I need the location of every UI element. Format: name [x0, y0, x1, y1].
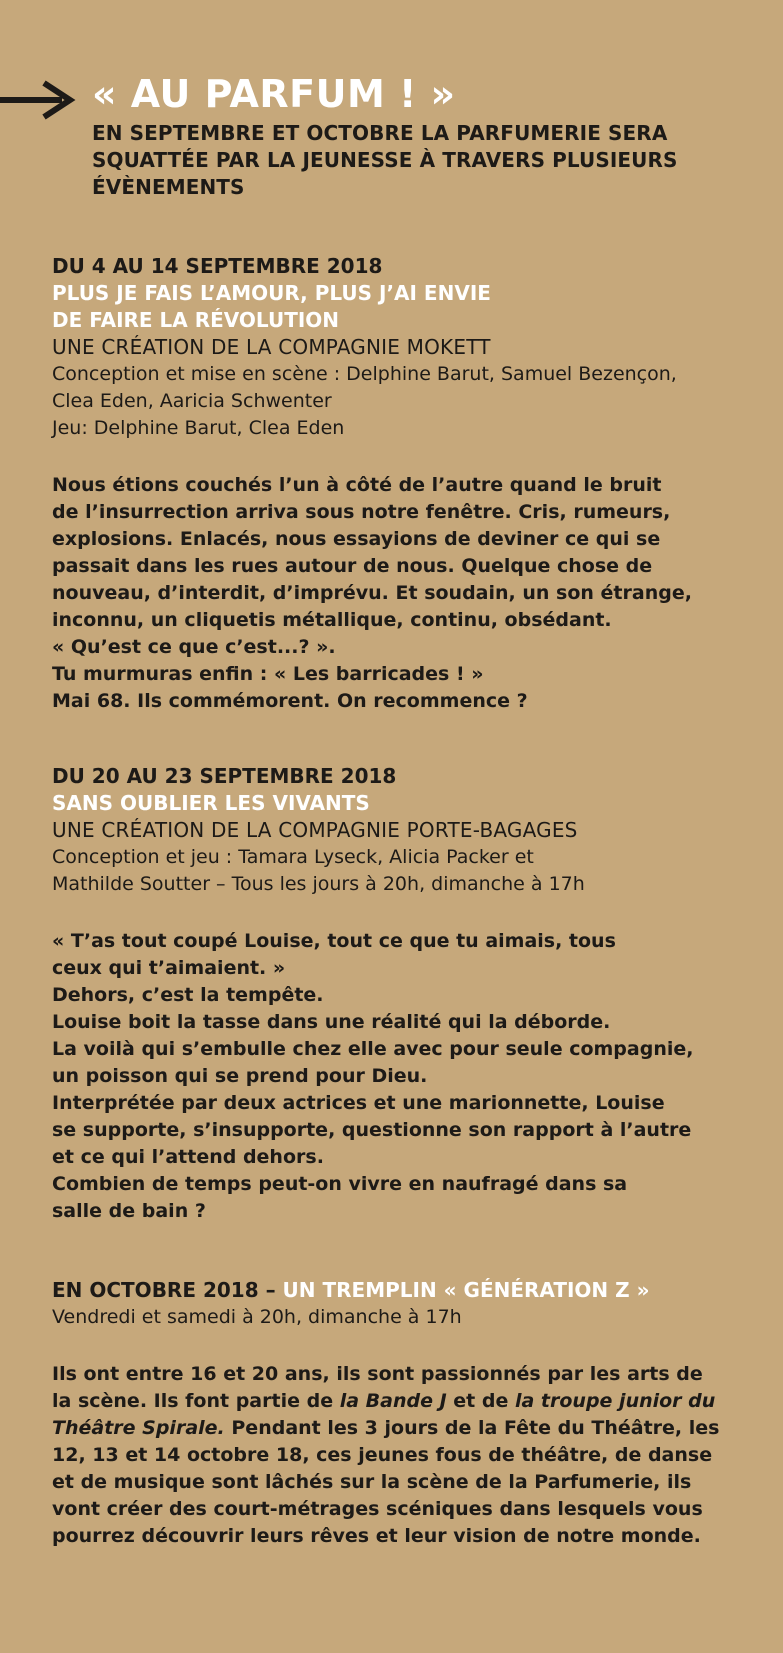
arrow-right-icon: [0, 80, 76, 120]
event-description: [52, 472, 777, 715]
page-title: « AU PARFUM ! »: [92, 72, 456, 116]
description-line: passait dans les rues autour de nous. Quelque chose de: [52, 555, 653, 577]
event-date-and-title: [52, 1277, 777, 1304]
event-company: UNE CRÉATION DE LA COMPAGNIE PORTE-BAGAGES: [52, 818, 578, 842]
credits-line: Conception et jeu : Tamara Lyseck, Alicia Packer et: [52, 846, 534, 868]
description-line: Mai 68. Ils commémorent. On recommence ?: [52, 690, 528, 712]
event-title: UN TREMPLIN « GÉNÉRATION Z »: [282, 1278, 650, 1302]
event-date: DU 20 AU 23 SEPTEMBRE 2018: [52, 764, 397, 788]
description-line: nouveau, d’interdit, d’imprévu. Et soudain, un son étrange,: [52, 582, 692, 604]
text-run: Pendant les 3 jours de la Fête du Théâtre, les: [224, 1417, 720, 1439]
event-date: EN OCTOBRE 2018 –: [52, 1278, 283, 1302]
event-schedule: Vendredi et samedi à 20h, dimanche à 17h: [52, 1306, 462, 1328]
event-tremplin: [52, 1277, 777, 1550]
description-line: et ce qui l’attend dehors.: [52, 1146, 324, 1168]
program-content: [52, 253, 777, 1550]
page-header: [92, 72, 772, 201]
description-line: pourrez découvrir leurs rêves et leur vision de notre monde.: [52, 1525, 701, 1547]
description-line: Louise boit la tasse dans une réalité qui la déborde.: [52, 1011, 611, 1033]
text-run-italic: la Bande J: [339, 1390, 447, 1412]
credits-line: Conception et mise en scène : Delphine Barut, Samuel Bezençon,: [52, 363, 677, 385]
subtitle-line: ÉVÈNEMENTS: [92, 175, 245, 199]
event-title-line: DE FAIRE LA RÉVOLUTION: [52, 308, 340, 332]
description-line: et de musique sont lâchés sur la scène de la Parfumerie, ils: [52, 1471, 692, 1493]
page-subtitle: [92, 120, 772, 201]
description-line: « T’as tout coupé Louise, tout ce que tu aimais, tous: [52, 930, 616, 952]
description-line: explosions. Enlacés, nous essayions de deviner ce qui se: [52, 528, 661, 550]
text-run: et de: [446, 1390, 515, 1412]
event-date: DU 4 AU 14 SEPTEMBRE 2018: [52, 254, 383, 278]
description-line: La voilà qui s’embulle chez elle avec pour seule compagnie,: [52, 1038, 694, 1060]
description-line: salle de bain ?: [52, 1200, 206, 1222]
description-line: 12, 13 et 14 octobre 18, ces jeunes fous de théâtre, de danse: [52, 1444, 713, 1466]
description-line: Nous étions couchés l’un à côté de l’autre quand le bruit: [52, 474, 662, 496]
credits-line: Mathilde Soutter – Tous les jours à 20h, dimanche à 17h: [52, 873, 585, 895]
description-line: Ils ont entre 16 et 20 ans, ils sont passionnés par les arts de: [52, 1363, 703, 1385]
description-line: Interprétée par deux actrices et une marionnette, Louise: [52, 1092, 665, 1114]
credits-line: Jeu: Delphine Barut, Clea Eden: [52, 417, 345, 439]
event-porte-bagages: [52, 763, 777, 1225]
event-description: [52, 928, 777, 1225]
text-run-italic: la troupe junior du: [514, 1390, 716, 1412]
description-line: Tu murmuras enfin : « Les barricades ! »: [52, 663, 484, 685]
event-description: [52, 1361, 777, 1550]
description-line: [52, 1415, 777, 1442]
description-line: se supporte, s’insupporte, questionne son rapport à l’autre: [52, 1119, 692, 1141]
event-company: UNE CRÉATION DE LA COMPAGNIE MOKETT: [52, 335, 491, 359]
credits-line: Clea Eden, Aaricia Schwenter: [52, 390, 332, 412]
description-line: « Qu’est ce que c’est...? ».: [52, 636, 336, 658]
text-run: la scène. Ils font partie de: [52, 1390, 340, 1412]
event-mokett: [52, 253, 777, 715]
description-line: [52, 1388, 777, 1415]
subtitle-line: EN SEPTEMBRE ET OCTOBRE LA PARFUMERIE SERA: [92, 121, 668, 145]
description-line: inconnu, un cliquetis métallique, continu, obsédant.: [52, 609, 612, 631]
subtitle-line: SQUATTÉE PAR LA JEUNESSE À TRAVERS PLUSIEURS: [92, 148, 678, 172]
description-line: de l’insurrection arriva sous notre fenêtre. Cris, rumeurs,: [52, 501, 671, 523]
text-run-italic: Théâtre Spirale.: [52, 1417, 225, 1439]
description-line: vont créer des court-métrages scéniques dans lesquels vous: [52, 1498, 703, 1520]
description-line: un poisson qui se prend pour Dieu.: [52, 1065, 428, 1087]
description-line: ceux qui t’aimaient. »: [52, 957, 286, 979]
event-title-line: PLUS JE FAIS L’AMOUR, PLUS J’AI ENVIE: [52, 281, 491, 305]
event-credits: [52, 844, 777, 898]
description-line: Dehors, c’est la tempête.: [52, 984, 324, 1006]
event-credits: [52, 361, 777, 442]
description-line: Combien de temps peut-on vivre en naufragé dans sa: [52, 1173, 628, 1195]
event-title-line: SANS OUBLIER LES VIVANTS: [52, 791, 370, 815]
